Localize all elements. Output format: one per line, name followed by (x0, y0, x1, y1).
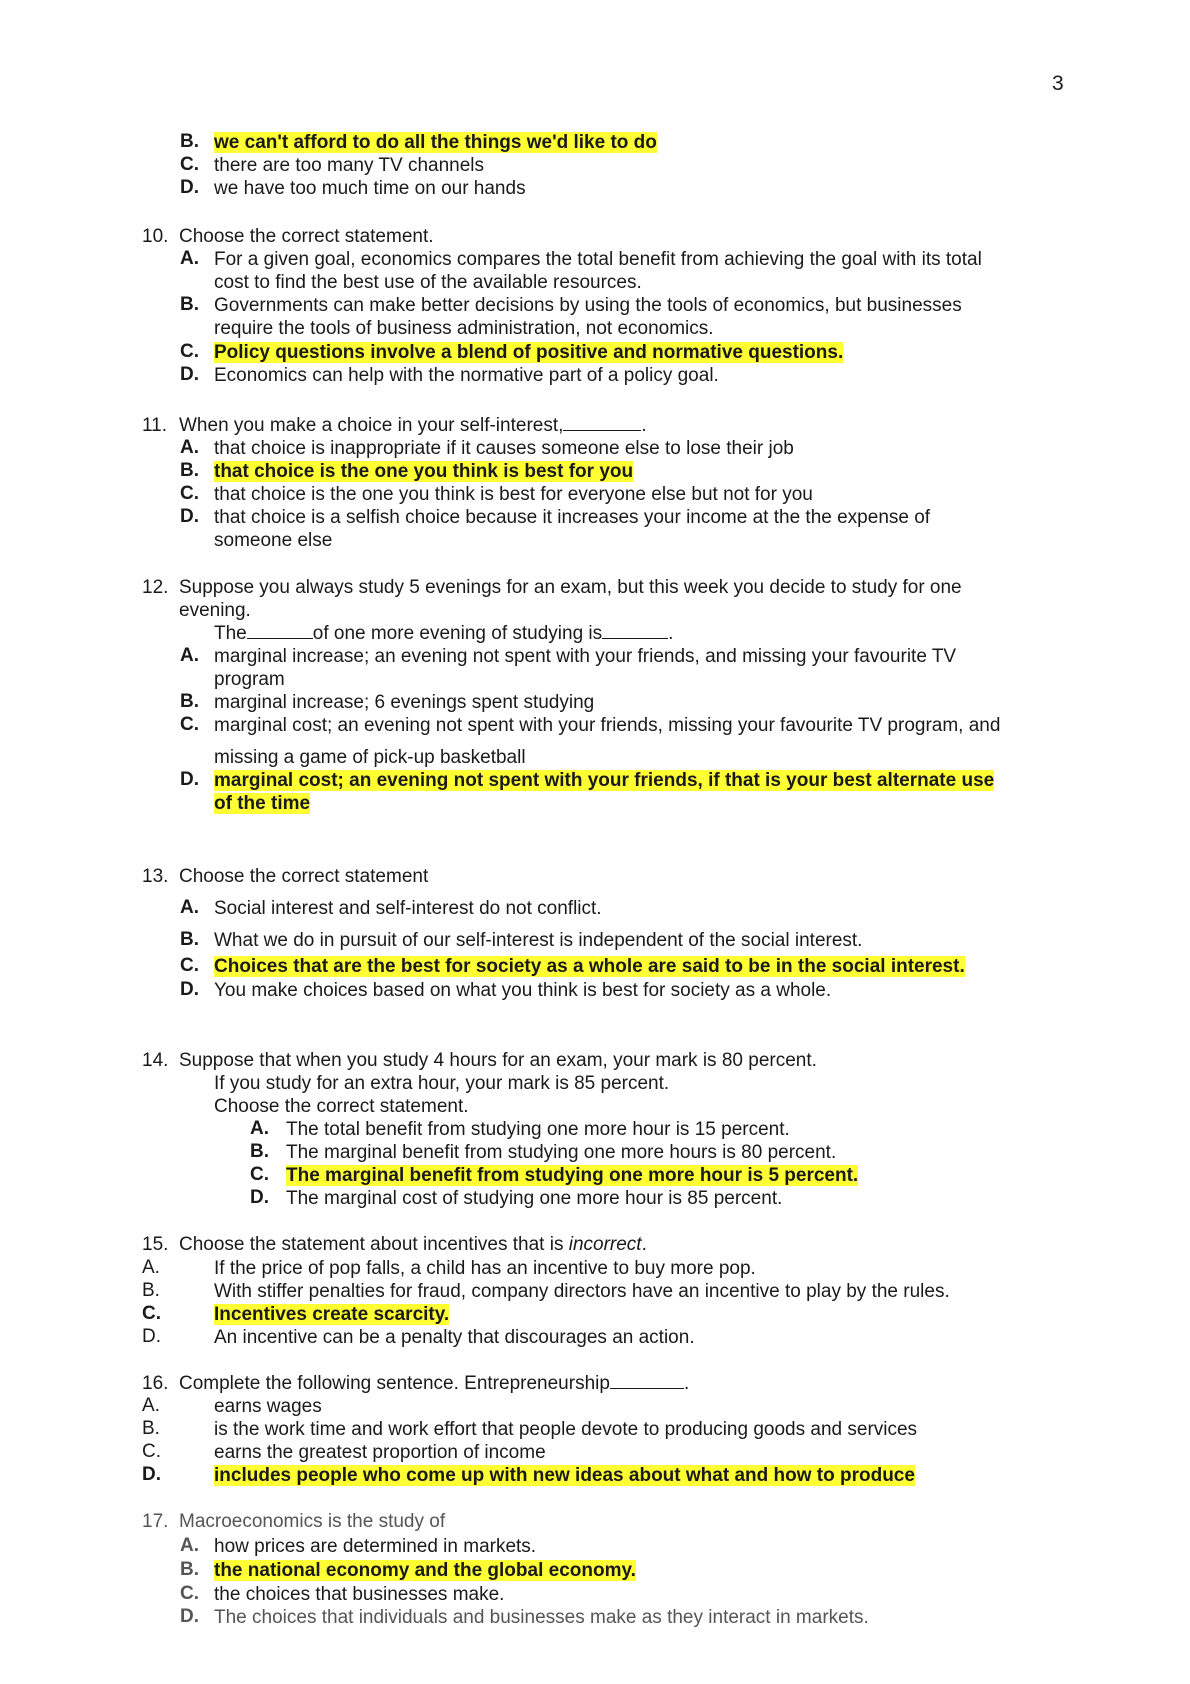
question-stem: Suppose you always study 5 evenings for an exam, but this week you decide to study for one (179, 577, 962, 598)
option-letter: A. (180, 248, 199, 269)
option-letter: D. (180, 1606, 199, 1627)
option-letter: B. (180, 294, 199, 315)
page-number: 3 (1052, 72, 1064, 95)
option-text: that choice is the one you think is best for everyone else but not for you (214, 484, 813, 505)
question-stem (179, 1372, 689, 1395)
answer-blank (247, 622, 313, 639)
question-stem: Choose the correct statement. (214, 1096, 469, 1117)
option-letter: C. (180, 154, 199, 175)
option-text: we have too much time on our hands (214, 178, 526, 199)
stem-emphasis: incorrect (568, 1234, 642, 1255)
stem-end: . (641, 1234, 647, 1255)
option-letter: A. (250, 1118, 269, 1139)
answer-blank (563, 414, 641, 431)
option-letter: D. (180, 364, 199, 385)
option-text-correct: Choices that are the best for society as a whole are said to be in the social interest. (214, 956, 965, 977)
option-text: missing a game of pick-up basketball (214, 747, 526, 768)
option-letter: A. (142, 1257, 160, 1278)
option-text: someone else (214, 530, 333, 551)
question-stem: Macroeconomics is the study of (179, 1511, 446, 1532)
option-letter: D. (142, 1326, 161, 1347)
question-number: 16. (142, 1373, 169, 1394)
question-number: 11. (142, 415, 168, 436)
stem-end: . (668, 623, 674, 644)
option-text-correct: the national economy and the global economy. (214, 1560, 636, 1581)
option-letter: B. (180, 131, 199, 152)
option-text: If the price of pop falls, a child has an incentive to buy more pop. (214, 1258, 756, 1279)
option-letter: A. (180, 897, 199, 918)
question-stem: Suppose that when you study 4 hours for an exam, your mark is 80 percent. (179, 1050, 817, 1071)
option-text: An incentive can be a penalty that discourages an action. (214, 1327, 695, 1348)
option-letter: A. (180, 437, 199, 458)
question-stem: evening. (179, 600, 251, 621)
option-text: how prices are determined in markets. (214, 1536, 537, 1557)
option-letter: B. (180, 460, 199, 481)
option-letter: D. (180, 979, 199, 1000)
option-text: program (214, 669, 285, 690)
option-letter: A. (142, 1395, 160, 1416)
option-letter: D. (180, 177, 199, 198)
option-text: that choice is inappropriate if it causes someone else to lose their job (214, 438, 794, 459)
option-text: Economics can help with the normative part of a policy goal. (214, 365, 719, 386)
option-text: marginal cost; an evening not spent with your friends, missing your favourite TV program, and (214, 715, 1001, 736)
option-text: earns wages (214, 1396, 322, 1417)
option-text: Social interest and self-interest do not conflict. (214, 898, 602, 919)
stem-end: . (641, 415, 647, 436)
stem-text: When you make a choice in your self-interest, (179, 415, 564, 436)
question-number: 17. (142, 1511, 169, 1532)
option-text: With stiffer penalties for fraud, company directors have an incentive to play by the rules. (214, 1281, 950, 1302)
option-text-correct: of the time (214, 793, 311, 814)
option-letter: D. (142, 1464, 161, 1485)
option-text-correct: Policy questions involve a blend of positive and normative questions. (214, 342, 844, 363)
stem-text: of one more evening of studying is (312, 623, 603, 644)
question-number: 14. (142, 1050, 169, 1071)
option-letter: C. (180, 483, 199, 504)
option-letter: B. (142, 1280, 160, 1301)
option-letter: C. (142, 1303, 161, 1324)
option-text-correct: The marginal benefit from studying one more hour is 5 percent. (286, 1165, 859, 1186)
option-letter: D. (250, 1187, 269, 1208)
question-number: 15. (142, 1234, 169, 1255)
stem-end: . (683, 1373, 690, 1394)
option-text: The total benefit from studying one more hour is 15 percent. (286, 1119, 790, 1140)
option-letter: C. (142, 1441, 161, 1462)
question-stem: Choose the correct statement (179, 866, 429, 887)
option-letter: C. (180, 1583, 199, 1604)
answer-blank (602, 622, 668, 639)
question-subline (214, 622, 673, 645)
option-letter: C. (250, 1164, 269, 1185)
option-letter: D. (180, 506, 199, 527)
option-letter: C. (180, 955, 199, 976)
option-text-correct: includes people who come up with new ideas about what and how to produce (214, 1465, 915, 1486)
option-text: marginal increase; 6 evenings spent studying (214, 692, 595, 713)
question-number: 10. (142, 226, 169, 247)
option-text: marginal increase; an evening not spent with your friends, and missing your favourite TV (214, 646, 957, 667)
question-stem (179, 1233, 647, 1256)
option-letter: B. (250, 1141, 269, 1162)
option-letter: C. (180, 341, 199, 362)
option-text: What we do in pursuit of our self-interest is independent of the social interest. (214, 930, 863, 951)
option-text: The choices that individuals and businesses make as they interact in markets. (214, 1607, 869, 1628)
option-letter: B. (180, 691, 199, 712)
option-text: cost to find the best use of the available resources. (214, 272, 642, 293)
question-number: 13. (142, 866, 169, 887)
option-letter: A. (180, 645, 199, 666)
answer-blank (610, 1372, 684, 1389)
option-text: For a given goal, economics compares the total benefit from achieving the goal with its total (214, 249, 982, 270)
question-stem: Choose the correct statement. (179, 226, 434, 247)
option-letter: D. (180, 769, 199, 790)
option-text: You make choices based on what you think is best for society as a whole. (214, 980, 832, 1001)
option-letter: B. (180, 929, 199, 950)
option-text-correct: that choice is the one you think is best for you (214, 461, 634, 482)
option-text: there are too many TV channels (214, 155, 485, 176)
option-text: earns the greatest proportion of income (214, 1442, 546, 1463)
option-text: The marginal benefit from studying one more hours is 80 percent. (286, 1142, 837, 1163)
option-text: the choices that businesses make. (214, 1584, 505, 1605)
option-text-correct: marginal cost; an evening not spent with your friends, if that is your best alternate use (214, 770, 995, 791)
option-text-correct: we can't afford to do all the things we'd like to do (214, 132, 657, 153)
option-text-correct: Incentives create scarcity. (214, 1304, 450, 1325)
stem-text: The (214, 623, 247, 644)
question-stem (179, 414, 647, 437)
stem-text: Complete the following sentence. Entrepreneurship (179, 1373, 610, 1394)
option-text: is the work time and work effort that people devote to producing goods and services (214, 1419, 918, 1440)
stem-text: Choose the statement about incentives that is (179, 1234, 564, 1255)
option-text: that choice is a selfish choice because it increases your income at the the expense of (214, 507, 931, 528)
question-stem: If you study for an extra hour, your mark is 85 percent. (214, 1073, 670, 1094)
option-letter: C. (180, 714, 199, 735)
question-number: 12. (142, 577, 169, 598)
option-text: require the tools of business administration, not economics. (214, 318, 714, 339)
option-text: Governments can make better decisions by using the tools of economics, but businesses (214, 295, 962, 316)
option-letter: A. (180, 1535, 199, 1556)
option-text: The marginal cost of studying one more hour is 85 percent. (286, 1188, 783, 1209)
option-letter: B. (142, 1418, 160, 1439)
option-letter: B. (180, 1559, 199, 1580)
